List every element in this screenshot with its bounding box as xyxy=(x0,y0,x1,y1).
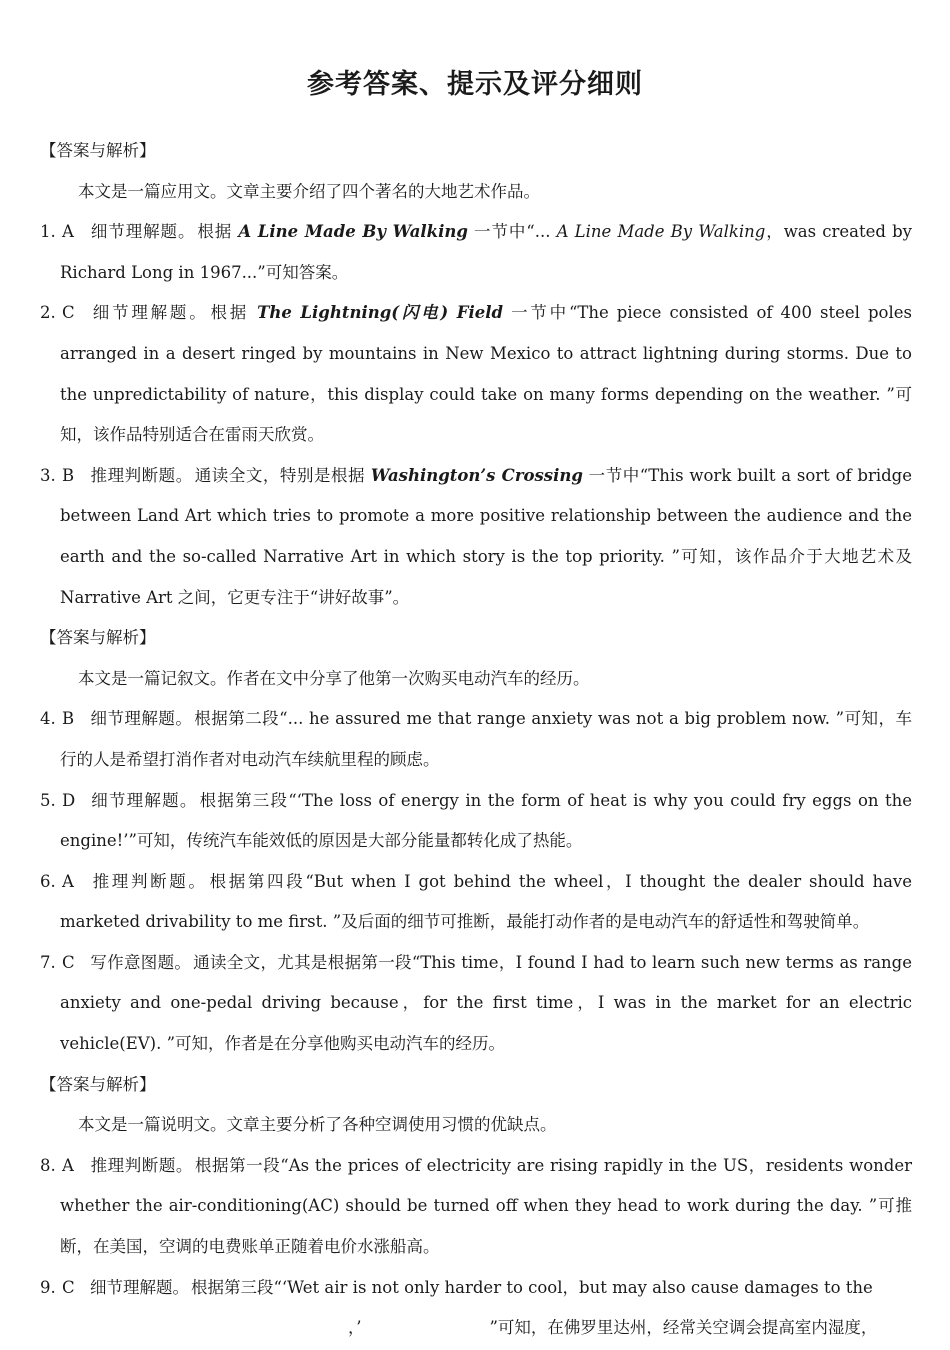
answer-letter: A xyxy=(62,1155,74,1175)
answer-item-4 xyxy=(40,699,912,780)
answer-letter: D xyxy=(62,790,76,810)
answer-item-9 xyxy=(40,1268,912,1309)
explanation-text: 根据 xyxy=(197,222,239,242)
work-title: A Line Made By Walking xyxy=(238,222,468,242)
answer-item-3 xyxy=(40,456,912,618)
explanation-text: 根据第二段“... he assured me that range anxiety was not a big problem now. ”可知，车行的人是希望打消作者对电动汽车续航里程的顾虑。 xyxy=(60,709,912,769)
answer-item-8 xyxy=(40,1146,912,1268)
answer-item-9-continued xyxy=(40,1308,912,1349)
section-header: 【答案与解析】 xyxy=(40,141,156,160)
question-number: 2. xyxy=(40,303,56,323)
question-type: 细节理解题。 xyxy=(90,303,209,323)
page-title: 参考答案、提示及评分细则 xyxy=(307,69,643,100)
section-intro: 本文是一篇说明文。文章主要分析了各种空调使用习惯的优缺点。 xyxy=(78,1115,557,1135)
question-type: 细节理解题。 xyxy=(90,222,196,242)
quoted-work-title: A Line Made By Walking xyxy=(556,222,766,242)
explanation-text: 一节中“... xyxy=(467,222,557,242)
question-number: 5. xyxy=(40,790,56,810)
explanation-text: ，was created by Richard Long in 1967...”可知答案。 xyxy=(60,222,912,282)
section-header: 【答案与解析】 xyxy=(40,628,156,648)
question-number: 1. xyxy=(40,222,56,242)
work-title: The Lightning(闪电) Field xyxy=(257,303,504,323)
answer-content xyxy=(40,131,912,1349)
question-number: 6. xyxy=(40,871,56,891)
answer-letter: B xyxy=(62,709,75,729)
explanation-text: 根据第三段“‘The loss of energy in the form of heat is why you could fry eggs on the engine!’”可知，传统汽车能效低的原因是大部分能量都转化成了热能。 xyxy=(60,790,913,851)
explanation-text: ”可知，在佛罗里达州，经常关空调会提高室内湿度， xyxy=(489,1318,878,1338)
answer-item-2 xyxy=(40,293,912,455)
question-type: 推理判断题。 xyxy=(90,465,193,485)
answer-letter: B xyxy=(62,465,75,485)
section-intro: 本文是一篇应用文。文章主要介绍了四个著名的大地艺术作品。 xyxy=(78,181,540,201)
answer-letter: C xyxy=(62,1277,75,1297)
explanation-text: 根据第三段“‘Wet air is not only harder to cool，but may also cause damages to the xyxy=(191,1277,873,1297)
question-type: 细节理解题。 xyxy=(90,1277,189,1297)
question-number: 9. xyxy=(40,1277,56,1297)
answer-item-7 xyxy=(40,943,912,1065)
section-header: 【答案与解析】 xyxy=(40,1074,156,1094)
explanation-text: 根据 xyxy=(210,303,258,323)
answer-item-6 xyxy=(40,862,912,943)
question-number: 7. xyxy=(40,952,56,972)
answer-item-1 xyxy=(40,212,912,293)
explanation-text: 通读全文，尤其是根据第一段“This time，I found I had to learn such new terms as range anxiety and one-pedal driving because，for the first time，I was in the market for an electric vehicle(EV). ”可知，作者是在分享他购买电动汽车的经历。 xyxy=(60,952,912,1054)
explanation-text: 根据第一段“As the prices of electricity are rising rapidly in the US，residents wonder whether the air-conditioning(AC) should be turned off when they head to work during the day. ”可推断，在美国，空调的电费账单正随着电价水涨船高。 xyxy=(60,1155,912,1257)
explanation-text: 一节中“This work built a sort of bridge between Land Art which tries to promote a more positive relationship between the audience and the earth and the so-called Narrative Art in which story is the top priority. ”可知，该作品介于大地艺术及 Narrative Art 之间，它更专注于“讲好故事”。 xyxy=(60,465,913,607)
answer-letter: C xyxy=(62,303,75,323)
question-type: 细节理解题。 xyxy=(90,709,193,729)
question-type: 写作意图题。 xyxy=(90,952,192,972)
question-type: 推理判断题。 xyxy=(90,871,208,891)
question-number: 8. xyxy=(40,1155,56,1175)
work-title: Washington’s Crossing xyxy=(370,465,583,485)
answer-letter: A xyxy=(62,871,74,891)
question-type: 细节理解题。 xyxy=(90,790,198,810)
question-type: 推理判断题。 xyxy=(90,1155,193,1175)
explanation-text: 根据第四段“But when I got behind the wheel，I thought the dealer should have marketed drivability to me first. ”及后面的细节可推断，最能打动作者的是电动汽车的舒适性和驾驶简单。 xyxy=(60,871,912,932)
question-number: 3. xyxy=(40,465,56,485)
question-number: 4. xyxy=(40,709,56,729)
explanation-text: 一节中“The piece consisted of 400 steel poles arranged in a desert ringed by mountains in New Mexico to attract lightning during storms. Due to the unpredictability of nature，this display could take on many forms depending on the weather. ”可知，该作品特别适合在雷雨天欣赏。 xyxy=(60,303,912,445)
explanation-text: 通读全文，特别是根据 xyxy=(194,465,371,485)
answer-letter: A xyxy=(62,222,74,242)
explanation-text: ，’ xyxy=(348,1318,362,1338)
section-intro: 本文是一篇记叙文。作者在文中分享了他第一次购买电动汽车的经历。 xyxy=(78,668,590,688)
answer-item-5 xyxy=(40,781,912,862)
answer-letter: C xyxy=(62,952,75,972)
